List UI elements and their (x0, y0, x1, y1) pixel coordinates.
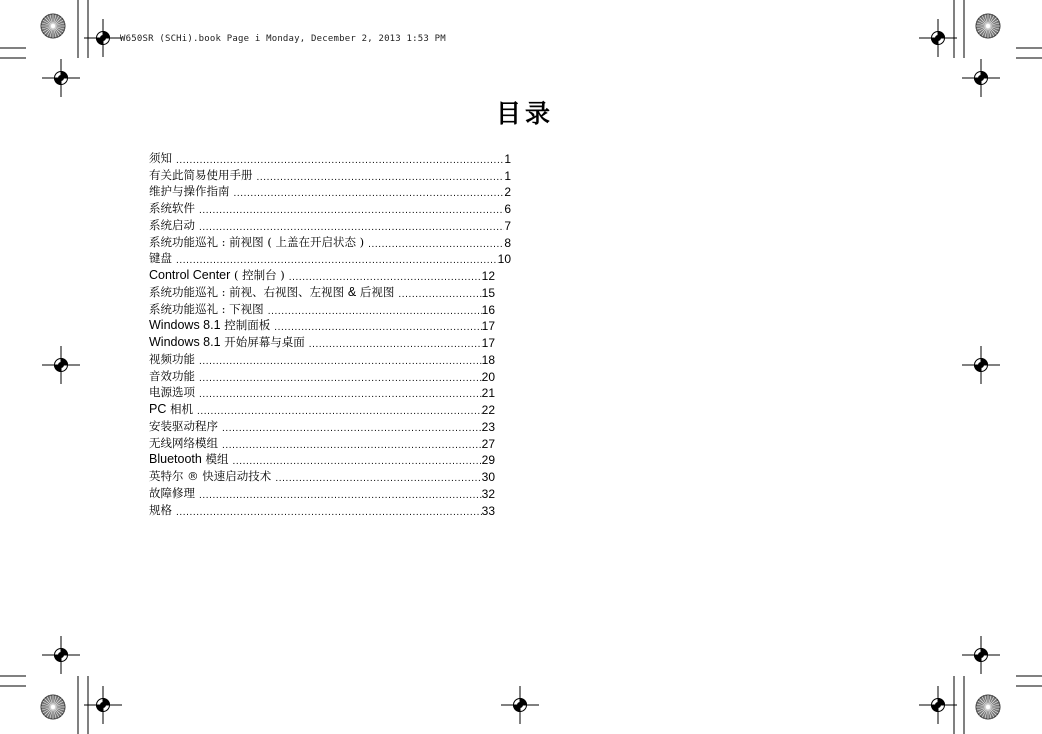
registration-mark-icon (919, 19, 957, 57)
toc-page-number: 20 (481, 369, 495, 384)
toc-entry-label-part: 开始屏幕与桌面 (220, 335, 305, 349)
toc-entry-label-part: 安装驱动程序 (149, 418, 218, 433)
toc-entry-label-part: 电源选项 (149, 385, 195, 400)
toc-entry-label-part: 系统启动 (149, 217, 195, 232)
registration-mark-icon (962, 346, 1000, 384)
registration-mark-icon (962, 59, 1000, 97)
toc-entry-label-part: 控制面板 (220, 318, 271, 333)
registration-mark-icon (962, 636, 1000, 674)
toc-entry-label-part: 有关此简易使用手册 (149, 167, 253, 182)
toc-page-number: 33 (481, 503, 495, 518)
toc-page-number: 17 (481, 336, 495, 350)
toc-page-number: 10 (497, 252, 511, 267)
toc-page-number: 32 (481, 486, 495, 501)
starburst-target-icon (976, 695, 1000, 719)
toc-page-number: 2 (504, 185, 511, 200)
toc-entry-label-part: 英特尔 ® 快速启动技术 (149, 469, 272, 483)
toc-page-number: 27 (481, 436, 495, 451)
toc-page-number: 1 (504, 151, 511, 166)
toc-entry-label-part: PC (149, 402, 167, 416)
toc-page-number: 15 (481, 285, 495, 300)
toc-entry-label-part: 后视图 (356, 284, 395, 299)
toc-entry-label-part: Windows 8.1 (149, 318, 221, 333)
toc-entry-label-part: 维护与操作指南 (149, 184, 230, 199)
toc-page-number: 1 (504, 168, 511, 183)
starburst-target-icon (976, 14, 1000, 38)
toc-entry-label-part: 键盘 (149, 251, 172, 266)
page-title: 目录 (496, 99, 555, 128)
toc-page-number: 23 (481, 419, 495, 434)
toc-entry-label-part: 系统软件 (149, 201, 195, 215)
toc-page-number: 21 (481, 386, 495, 401)
toc-page-number: 8 (504, 235, 511, 250)
toc-page-number: 7 (504, 218, 511, 233)
toc-entry-label-part: 系统功能巡礼 : 下视图 (149, 301, 264, 316)
toc-entry-label-part: Control Center (149, 268, 231, 282)
toc-page-number: 29 (481, 453, 495, 468)
toc-entry-label-part: 模组 (201, 452, 229, 467)
registration-mark-icon (42, 636, 80, 674)
toc-page-number: 16 (481, 302, 495, 317)
registration-mark-icon (501, 686, 539, 724)
toc-page-number: 12 (481, 269, 495, 283)
toc-entry-label-part: 须知 (149, 150, 172, 165)
toc-page-number: 22 (481, 403, 495, 417)
toc-page-number: 17 (481, 319, 495, 334)
toc-entry-label-part: 故障修理 (149, 485, 195, 500)
starburst-target-icon (41, 14, 65, 38)
toc-entry-label-part: 相机 (166, 402, 194, 416)
toc-page-number: 6 (504, 202, 511, 216)
toc-entry-label-part: ( 控制台 ) (230, 268, 285, 282)
toc-entry-label-part: 视频功能 (149, 351, 195, 366)
starburst-target-icon (41, 695, 65, 719)
registration-mark-icon (84, 19, 122, 57)
print-header: W650SR (SCHi).book Page i Monday, December 2, 2013 1:53 PM (120, 34, 446, 44)
registration-mark-icon (84, 686, 122, 724)
registration-mark-icon (42, 346, 80, 384)
toc-page-number: 18 (481, 352, 495, 367)
toc-entry-label-part: Windows 8.1 (149, 335, 221, 349)
toc-entry-label-part: Bluetooth (149, 452, 202, 467)
toc-entry-label-part: & (347, 284, 357, 299)
toc-entry-label-part: 音效功能 (149, 368, 195, 383)
toc-entry-label-part: 系统功能巡礼 : 前视、右视图、左视图 (149, 284, 348, 299)
toc-page-number: 30 (481, 470, 495, 484)
toc-entry-label-part: 无线网络模组 (149, 435, 218, 450)
toc-entry-label-part: 规格 (149, 502, 172, 517)
registration-mark-icon (42, 59, 80, 97)
registration-mark-icon (919, 686, 957, 724)
toc-entry-label-part: 系统功能巡礼 : 前视图 ( 上盖在开启状态 ) (149, 234, 365, 249)
